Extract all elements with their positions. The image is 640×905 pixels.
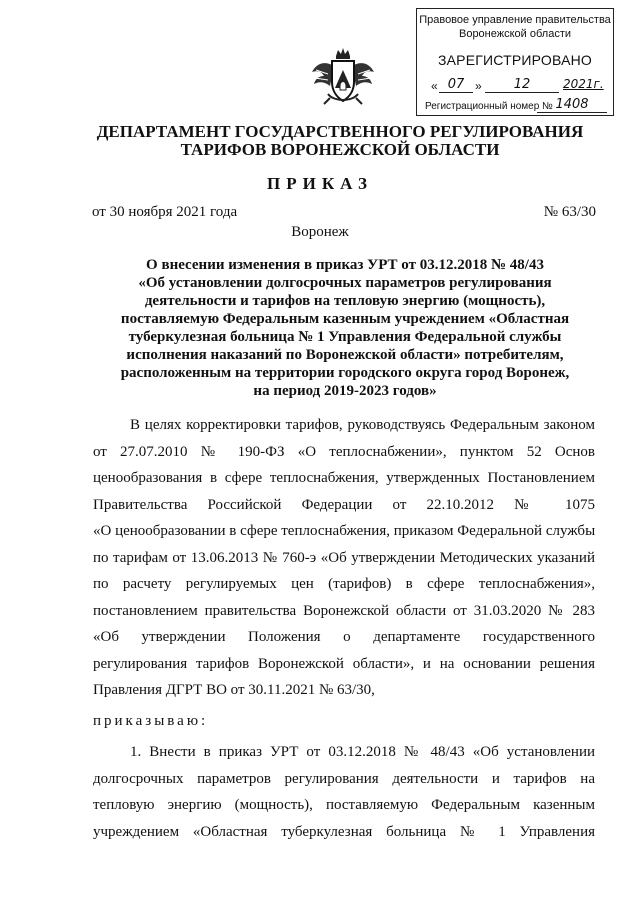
- preamble-line: от 27.07.2010 № 190-ФЗ «О теплоснабжении», пунктом 52 Основ: [93, 444, 595, 460]
- item1-line: долгосрочных параметров регулирования деятельности и тарифов на: [93, 771, 595, 787]
- title-line: на период 2019-2023 годов»: [253, 383, 437, 399]
- registration-stamp: [416, 8, 614, 116]
- item1-line: учреждением «Областная туберкулезная больница № 1 Управления: [93, 824, 595, 840]
- document-city: Воронеж: [291, 224, 349, 240]
- preamble-line: «О ценообразовании в сфере теплоснабжения, приказом Федеральной службы: [93, 523, 596, 539]
- item1-line: тепловую энергию (мощность), поставляемую Федеральным казенным: [93, 797, 595, 813]
- preamble-line: по расчету регулируемых цен (тарифов) в сфере теплоснабжения»,: [93, 576, 595, 592]
- stamp-reg-number-label: Регистрационный номер №: [425, 101, 553, 112]
- preamble-line: В целях корректировки тарифов, руководствуясь Федеральным законом: [130, 417, 595, 433]
- stamp-month: 12: [485, 77, 559, 93]
- preamble-line: ценообразования в сфере теплоснабжения, утвержденных Постановлением: [93, 470, 595, 486]
- preamble-line: по тарифам от 13.06.2013 № 760-э «Об утверждении Методических указаний: [93, 550, 595, 566]
- department-name-line1: ДЕПАРТАМЕНТ ГОСУДАРСТВЕННОГО РЕГУЛИРОВАНИЯ: [96, 122, 584, 141]
- preamble-line: регулирования тарифов Воронежской области», и на основании решения: [93, 656, 595, 672]
- stamp-reg-number-value: 1408: [537, 97, 607, 113]
- title-line: «Об установлении долгосрочных параметров регулирования: [138, 275, 552, 291]
- preamble-line: Правительства Российской Федерации от 22.10.2012 № 1075: [93, 497, 595, 513]
- title-line: расположенным на территории городского округа город Воронеж,: [120, 365, 570, 381]
- stamp-quote-open: «: [431, 79, 438, 93]
- document-number: № 63/30: [543, 204, 596, 220]
- title-line: исполнения наказаний по Воронежской области» потребителям,: [126, 347, 564, 363]
- preamble-line: «Об утверждении Положения о департаменте государственного: [93, 629, 595, 645]
- title-line: туберкулезная больница № 1 Управления Федеральной службы: [128, 329, 562, 345]
- voronezh-coat-of-arms-icon: [310, 46, 376, 108]
- document-type-title: ПРИКАЗ: [267, 174, 373, 193]
- stamp-authority-line2: Воронежской области: [458, 28, 571, 40]
- department-name-line2: ТАРИФОВ ВОРОНЕЖСКОЙ ОБЛАСТИ: [180, 140, 500, 159]
- stamp-year: 2021г.: [563, 77, 604, 91]
- title-line: деятельности и тарифов на тепловую энергию (мощность),: [144, 293, 546, 309]
- order-word: приказываю:: [93, 713, 209, 729]
- stamp-authority-line1: Правовое управление правительства: [419, 14, 611, 26]
- preamble-line: Правления ДГРТ ВО от 30.11.2021 № 63/30,: [93, 682, 375, 698]
- stamp-day: 07: [439, 77, 473, 93]
- preamble-line: постановлением правительства Воронежской области от 31.03.2020 № 283: [93, 603, 595, 619]
- stamp-quote-close: »: [475, 79, 482, 93]
- stamp-registered-label: ЗАРЕГИСТРИРОВАНО: [437, 52, 593, 68]
- title-line: О внесении изменения в приказ УРТ от 03.12.2018 № 48/43: [146, 257, 544, 273]
- item1-line: 1. Внести в приказ УРТ от 03.12.2018 № 48/43 «Об установлении: [130, 744, 595, 760]
- title-line: поставляемую Федеральным казенным учреждением «Областная: [120, 311, 570, 327]
- order-title: [110, 256, 580, 400]
- document-date: от 30 ноября 2021 года: [92, 204, 238, 220]
- stamp-date: [431, 77, 603, 95]
